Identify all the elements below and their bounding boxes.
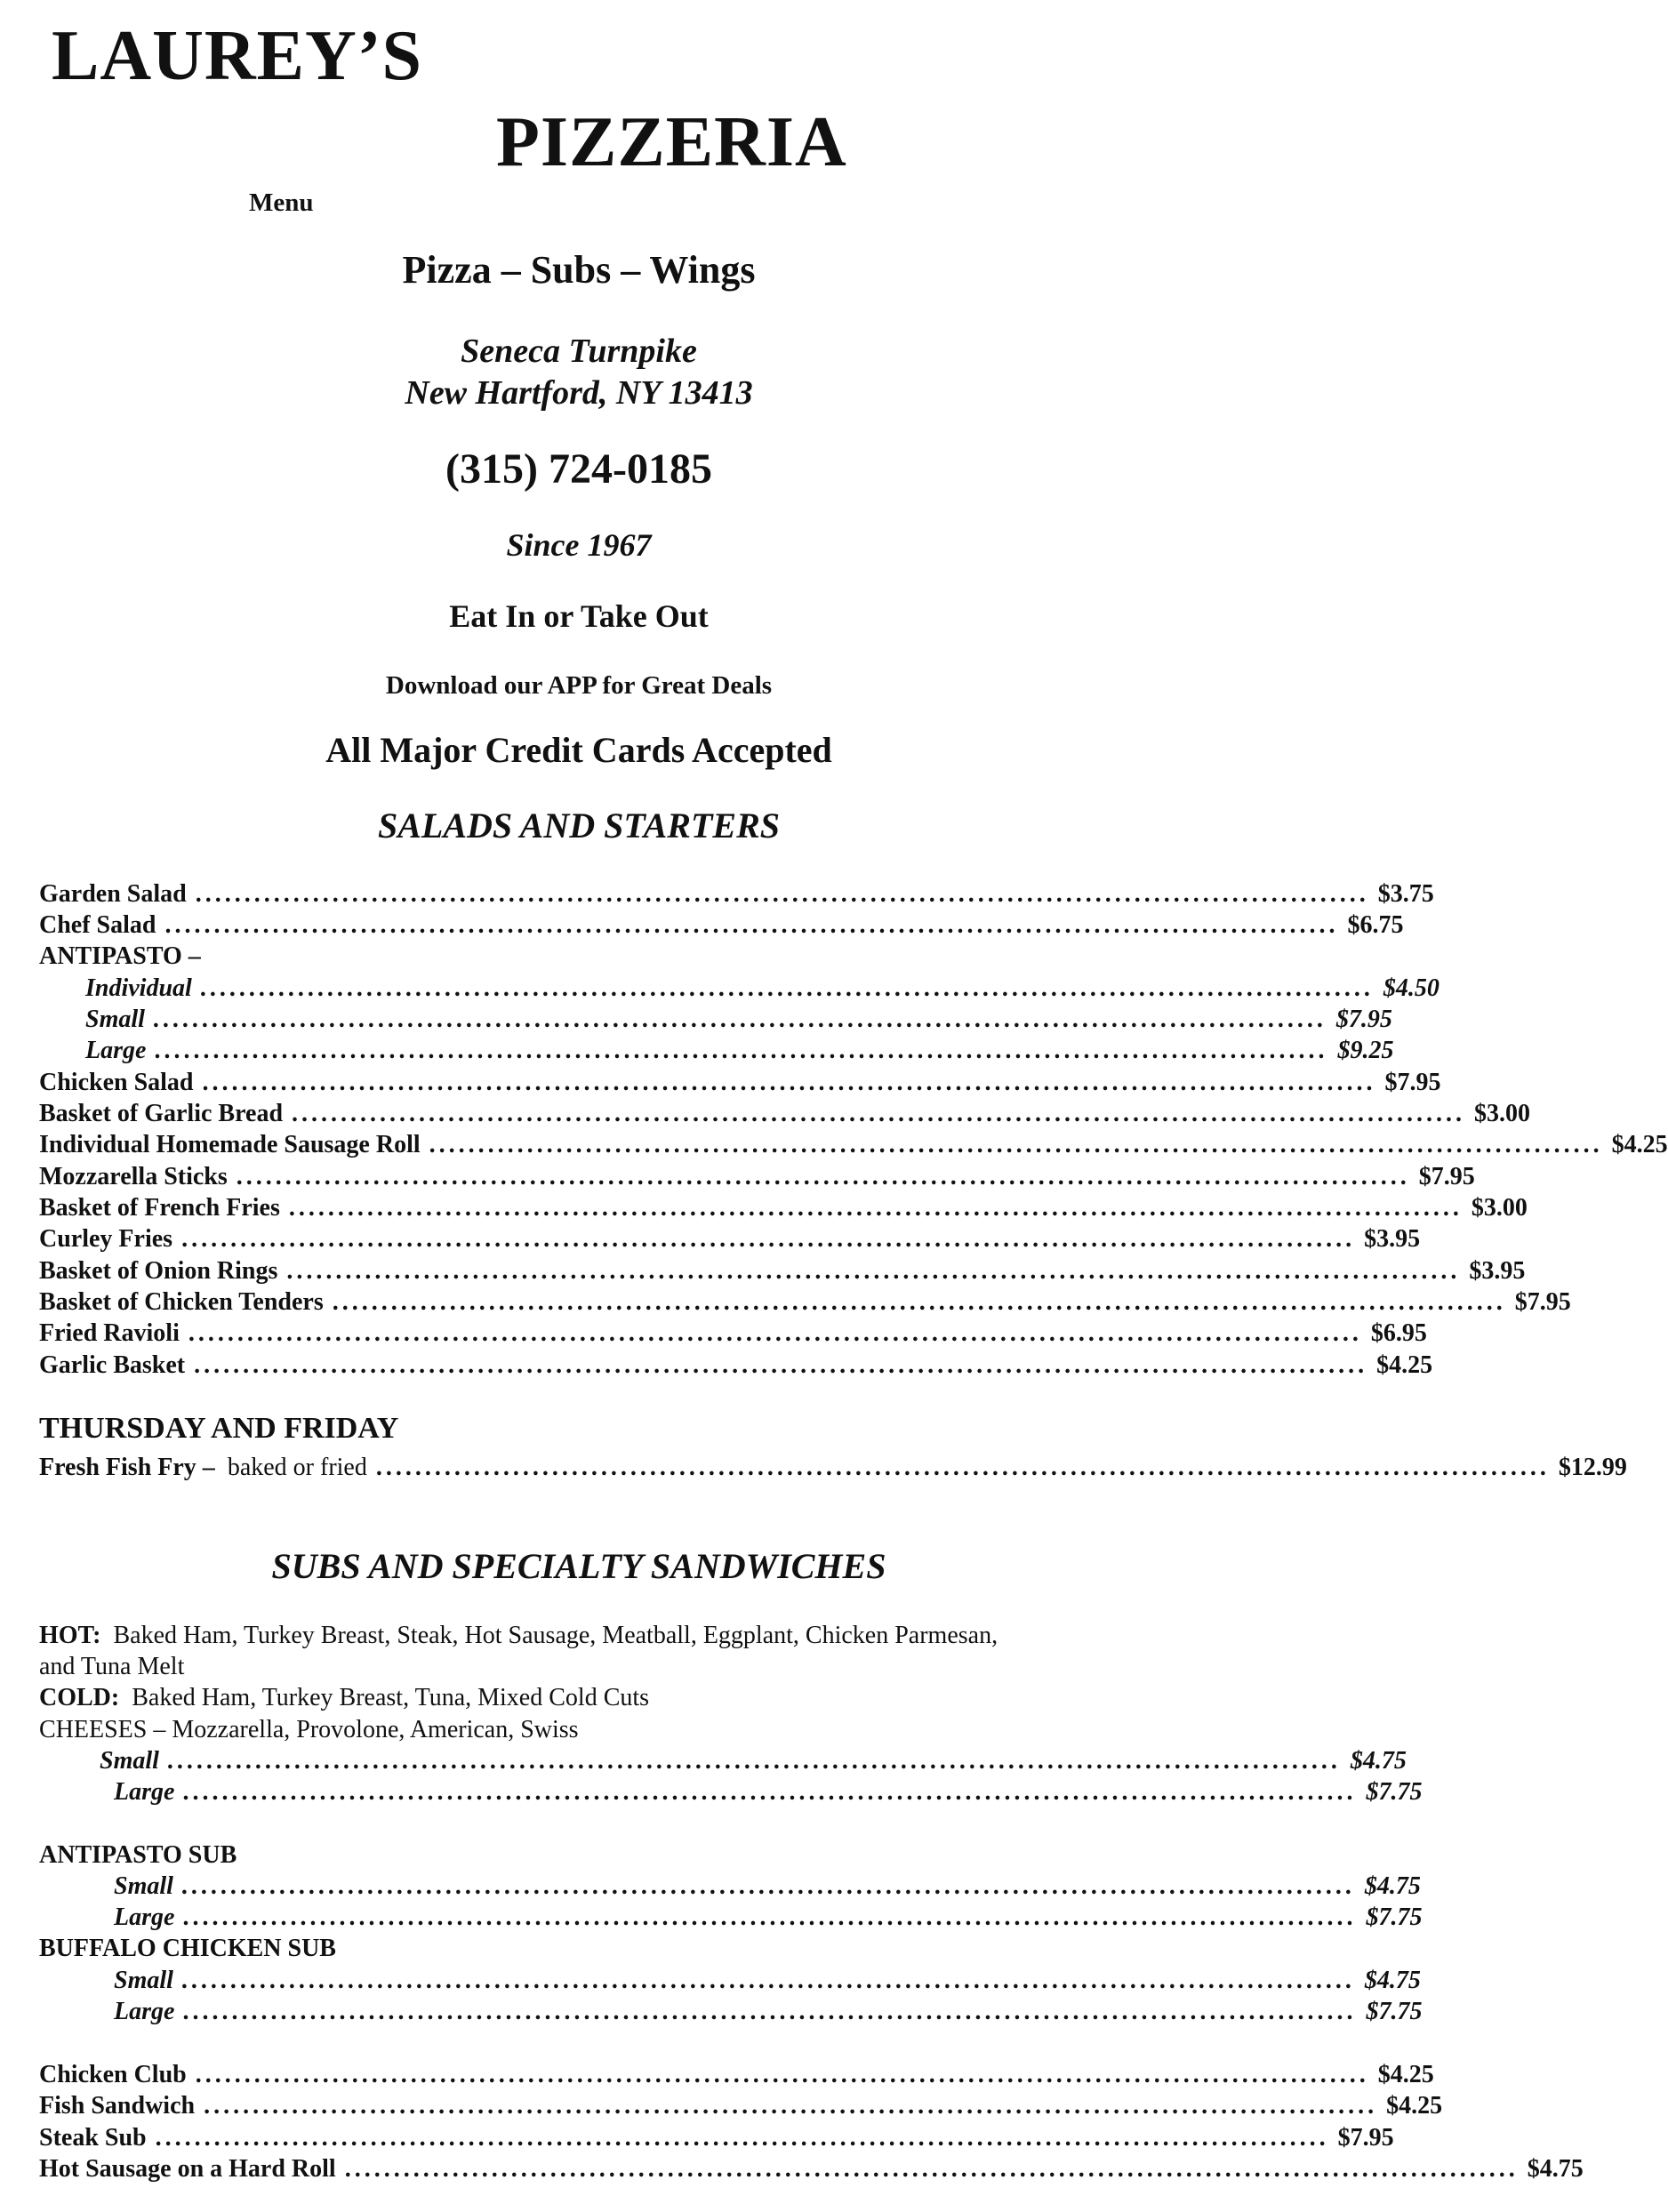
item-price: $9.25 (1337, 1037, 1394, 1064)
since-year: Since 1967 (506, 527, 652, 563)
hot-subs-line1 (39, 1622, 998, 1650)
item-price: $4.75 (1364, 1872, 1421, 1900)
item-price: $3.95 (1364, 1225, 1421, 1253)
menu-item (114, 1778, 1423, 1807)
menu-item (39, 1319, 1427, 1348)
dot-leader: ........................................................................................................................ (202, 1069, 1376, 1096)
menu-item (39, 1163, 1475, 1191)
hot-subs-text: Baked Ham, Turkey Breast, Steak, Hot Sausage, Meatball, Eggplant, Chicken Parmesan, (113, 1622, 998, 1649)
dot-leader: ........................................................................................................................ (429, 1131, 1603, 1158)
menu-item (39, 1194, 1528, 1222)
menu-item-fish-fry (39, 1454, 1627, 1482)
antipasto-sub-heading: ANTIPASTO SUB (39, 1841, 237, 1869)
dot-leader: ........................................................................................................................ (155, 2124, 1329, 2152)
menu-item (114, 1998, 1423, 2026)
item-price: $4.25 (1376, 1351, 1433, 1379)
item-name: Chicken Salad (39, 1069, 194, 1096)
item-name: Garlic Basket (39, 1351, 186, 1379)
dot-leader: ........................................................................................................................ (195, 880, 1369, 908)
dot-leader: ........................................................................................................................ (181, 1225, 1356, 1253)
dot-leader: ........................................................................................................................ (292, 1100, 1466, 1127)
item-name: Basket of Chicken Tenders (39, 1288, 324, 1316)
item-price: $4.50 (1383, 974, 1439, 1002)
item-name: Chicken Club (39, 2061, 187, 2088)
address-city: New Hartford, NY 13413 (405, 374, 753, 412)
subs-section-title: SUBS AND SPECIALTY SANDWICHES (271, 1546, 886, 1586)
restaurant-name-line1: LAUREY’S (52, 17, 422, 95)
item-note: baked or fried (227, 1454, 367, 1481)
fish-fry-heading: THURSDAY AND FRIDAY (39, 1412, 399, 1445)
item-name: Small (100, 1747, 159, 1775)
item-name: Individual (85, 974, 192, 1002)
item-name: Individual Homemade Sausage Roll (39, 1131, 421, 1158)
dot-leader: ........................................................................................................................ (375, 1454, 1550, 1481)
item-price: $7.75 (1366, 1778, 1423, 1806)
item-name: Hot Sausage on a Hard Roll (39, 2155, 336, 2183)
menu-item (85, 1006, 1392, 1034)
menu-item (100, 1747, 1407, 1775)
cold-subs-text: Baked Ham, Turkey Breast, Tuna, Mixed Cold Cuts (132, 1684, 650, 1711)
cold-subs-line (39, 1684, 649, 1712)
item-name: Basket of French Fries (39, 1194, 280, 1222)
dot-leader: ........................................................................................................................ (183, 1778, 1358, 1806)
hot-label: HOT: (39, 1622, 101, 1649)
item-price: $7.75 (1366, 1903, 1423, 1931)
dot-leader: ........................................................................................................................ (236, 1163, 1410, 1190)
menu-item (114, 1903, 1423, 1932)
menu-item (39, 2124, 1394, 2152)
cold-label: COLD: (39, 1684, 120, 1711)
menu-item (39, 911, 1404, 940)
dot-leader: ........................................................................................................................ (188, 1319, 1362, 1347)
item-name: Basket of Garlic Bread (39, 1100, 284, 1127)
app-promo: Download our APP for Great Deals (385, 671, 773, 700)
item-price: $4.25 (1611, 1131, 1668, 1158)
item-price: $3.75 (1377, 880, 1434, 908)
dot-leader: ........................................................................................................................ (155, 1037, 1329, 1064)
item-name: Basket of Onion Rings (39, 1257, 278, 1285)
dot-leader: ........................................................................................................................ (204, 2092, 1378, 2120)
item-name: Large (114, 1778, 175, 1806)
item-price: $7.95 (1384, 1069, 1441, 1096)
item-name: Chef Salad (39, 911, 156, 939)
item-price: $4.25 (1386, 2092, 1443, 2120)
dot-leader: ........................................................................................................................ (181, 1967, 1356, 1994)
dot-leader: ........................................................................................................................ (200, 974, 1375, 1002)
dot-leader: ........................................................................................................................ (288, 1194, 1463, 1222)
menu-item (39, 1351, 1433, 1380)
item-name: Small (114, 1967, 173, 1994)
item-name: Fresh Fish Fry – (39, 1454, 215, 1481)
item-name: Curley Fries (39, 1225, 173, 1253)
item-price: $7.95 (1335, 1006, 1392, 1033)
item-name: Small (85, 1006, 145, 1033)
item-name: Mozzarella Sticks (39, 1163, 228, 1190)
item-price: $6.75 (1347, 911, 1404, 939)
menu-item (39, 1131, 1668, 1159)
hot-subs-line2: and Tuna Melt (39, 1653, 185, 1680)
item-price: $7.95 (1418, 1163, 1475, 1190)
dot-leader: ........................................................................................................................ (181, 1872, 1356, 1900)
cheeses-line: CHEESES – Mozzarella, Provolone, American, Swiss (39, 1716, 579, 1743)
menu-item (39, 880, 1434, 909)
menu-item (114, 1967, 1421, 1995)
tagline: Pizza – Subs – Wings (402, 248, 756, 292)
dot-leader: ........................................................................................................................ (164, 911, 1339, 939)
antipasto-heading: ANTIPASTO – (39, 942, 201, 970)
menu-item (39, 2092, 1443, 2120)
menu-item (85, 1037, 1394, 1065)
payment-note: All Major Credit Cards Accepted (325, 730, 832, 770)
menu-item (39, 1225, 1421, 1254)
item-price: $4.75 (1527, 2155, 1584, 2183)
item-price: $12.99 (1558, 1454, 1627, 1481)
item-price: $7.75 (1366, 1998, 1423, 2025)
item-name: Large (85, 1037, 147, 1064)
item-name: Steak Sub (39, 2124, 147, 2152)
item-name: Large (114, 1903, 175, 1931)
menu-item (39, 2155, 1584, 2184)
menu-item (39, 1288, 1571, 1317)
dot-leader: ........................................................................................................................ (183, 1998, 1358, 2025)
item-price: $3.95 (1469, 1257, 1526, 1285)
buffalo-sub-heading: BUFFALO CHICKEN SUB (39, 1935, 336, 1962)
item-name: Large (114, 1998, 175, 2025)
dot-leader: ........................................................................................................................ (183, 1903, 1358, 1931)
item-price: $7.95 (1337, 2124, 1394, 2152)
item-name: Fried Ravioli (39, 1319, 180, 1347)
menu-label: Menu (249, 188, 314, 217)
phone-number: (315) 724-0185 (445, 445, 712, 493)
dot-leader: ........................................................................................................................ (167, 1747, 1342, 1775)
menu-item (39, 1257, 1526, 1286)
menu-item (39, 1069, 1441, 1097)
item-price: $3.00 (1474, 1100, 1531, 1127)
menu-item (85, 974, 1439, 1003)
item-price: $3.00 (1471, 1194, 1528, 1222)
address-street: Seneca Turnpike (461, 333, 697, 370)
salads-section-title: SALADS AND STARTERS (377, 805, 780, 846)
item-price: $7.95 (1514, 1288, 1571, 1316)
dot-leader: ........................................................................................................................ (194, 1351, 1368, 1379)
menu-item (39, 2061, 1434, 2089)
item-name: Fish Sandwich (39, 2092, 196, 2120)
menu-item (114, 1872, 1421, 1901)
dot-leader: ........................................................................................................................ (344, 2155, 1519, 2183)
item-name: Small (114, 1872, 173, 1900)
dot-leader: ........................................................................................................................ (286, 1257, 1461, 1285)
dot-leader: ........................................................................................................................ (332, 1288, 1506, 1316)
menu-item (39, 1100, 1531, 1128)
service-note: Eat In or Take Out (449, 598, 709, 634)
item-name: Garden Salad (39, 880, 187, 908)
dot-leader: ........................................................................................................................ (153, 1006, 1327, 1033)
item-price: $6.95 (1370, 1319, 1427, 1347)
item-price: $4.75 (1350, 1747, 1407, 1775)
item-price: $4.25 (1377, 2061, 1434, 2088)
dot-leader: ........................................................................................................................ (195, 2061, 1369, 2088)
restaurant-name-line2: PIZZERIA (496, 103, 847, 181)
item-price: $4.75 (1364, 1967, 1421, 1994)
